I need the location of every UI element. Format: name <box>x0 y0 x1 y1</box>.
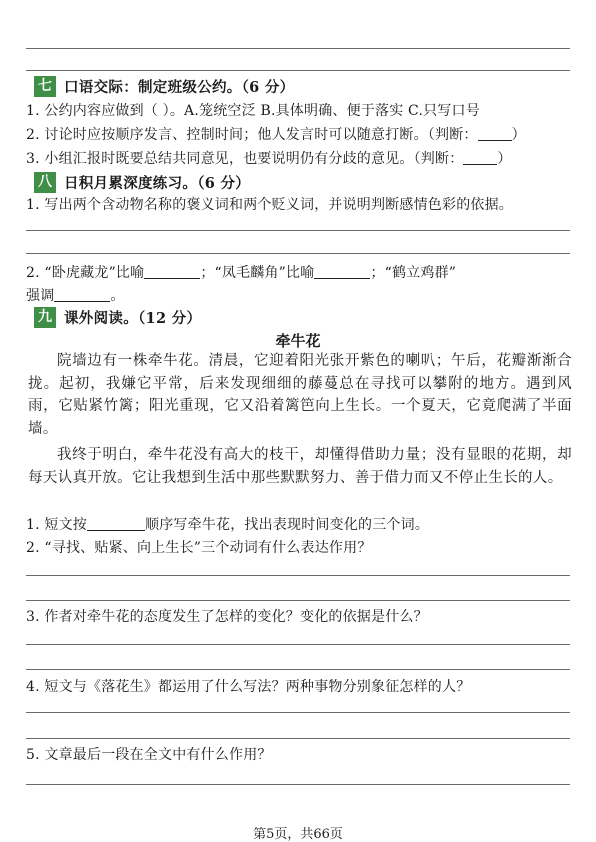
answer-line <box>26 712 570 713</box>
section-number-badge: 九 <box>34 307 56 328</box>
answer-blank[interactable] <box>54 287 110 302</box>
question-text: 2. 讨论时应按顺序发言、控制时间；他人发言时可以随意打断。（判断： <box>26 127 478 143</box>
answer-blank[interactable] <box>478 126 512 141</box>
question-8-2-cont <box>26 287 574 305</box>
answer-line <box>26 784 570 785</box>
answer-line <box>26 48 570 49</box>
question-text: ；“凤毛麟角”比喻 <box>200 265 315 281</box>
section-header-9 <box>34 306 201 328</box>
answer-blank[interactable] <box>87 516 145 531</box>
answer-line <box>26 70 570 71</box>
question-text-end: ） <box>511 127 526 143</box>
story-title: 牵牛花 <box>275 332 321 350</box>
answer-line <box>26 738 570 739</box>
question-text: ；“鹤立鸡群” <box>370 265 457 281</box>
page-footer: 第5页，共66页 <box>253 827 343 842</box>
answer-line <box>26 669 570 670</box>
question-text: 3. 小组汇报时既要总结共同意见，也要说明仍有分歧的意见。（判断： <box>26 151 464 167</box>
story-paragraph-1: 院墙边有一株牵牛花。清晨，它迎着阳光张开紫色的喇叭；午后，花瓣渐渐合拢。起初，我嫌它平常，后来发现细细的藤蔓总在寻找可以攀附的地方。遇到风雨，它贴紧竹篱；阳光重现，它又沿着篱笆向上生长。一个夏天，它竟爬满了半面墙。 <box>28 353 572 437</box>
section-title: 课外阅读。（12 分） <box>64 309 202 327</box>
question-7-1: 1. 公约内容应做到（ ）。A.笼统空泛 B.具体明确、便于落实 C.只写口号 <box>26 103 480 119</box>
question-9-3: 3. 作者对牵牛花的态度发生了怎样的变化？变化的依据是什么？ <box>26 609 428 625</box>
section-title: 日积月累深度练习。（6 分） <box>64 174 251 192</box>
section-number-badge: 八 <box>34 172 56 193</box>
answer-blank[interactable] <box>314 264 370 279</box>
answer-blank[interactable] <box>144 264 200 279</box>
question-text-end: ） <box>497 151 512 167</box>
answer-line <box>26 600 570 601</box>
question-7-3 <box>26 150 574 168</box>
answer-line <box>26 253 570 254</box>
question-text: 1. 短文按 <box>26 517 88 533</box>
section-header-8 <box>34 171 250 193</box>
section-header-7 <box>34 75 295 97</box>
question-8-2 <box>26 264 574 282</box>
question-8-1: 1. 写出两个含动物名称的褒义词和两个贬义词，并说明判断感情色彩的依据。 <box>26 197 514 213</box>
answer-blank[interactable] <box>463 150 497 165</box>
answer-line <box>26 575 570 576</box>
question-9-4: 4. 短文与《落花生》都运用了什么写法？两种事物分别象征怎样的人？ <box>26 679 471 695</box>
section-number-badge: 七 <box>34 76 56 97</box>
section-title: 口语交际：制定班级公约。（6 分） <box>64 78 295 96</box>
question-7-2 <box>26 126 574 144</box>
question-text: 强调 <box>26 288 55 304</box>
story-paragraph-2: 我终于明白，牵牛花没有高大的枝干，却懂得借助力量；没有显眼的花期，却每天认真开放。它让我想到生活中那些默默努力、善于借力而又不停止生长的人。 <box>28 447 572 486</box>
question-text: 。 <box>110 288 125 304</box>
answer-line <box>26 644 570 645</box>
question-9-5: 5. 文章最后一段在全文中有什么作用？ <box>26 747 272 763</box>
question-9-2: 2. “寻找、贴紧、向上生长”三个动词有什么表达作用？ <box>26 540 372 556</box>
question-text: 顺序写牵牛花，找出表现时间变化的三个词。 <box>145 517 430 533</box>
answer-line <box>26 230 570 231</box>
question-text: 2. “卧虎藏龙”比喻 <box>26 265 145 281</box>
question-9-1 <box>26 516 574 534</box>
